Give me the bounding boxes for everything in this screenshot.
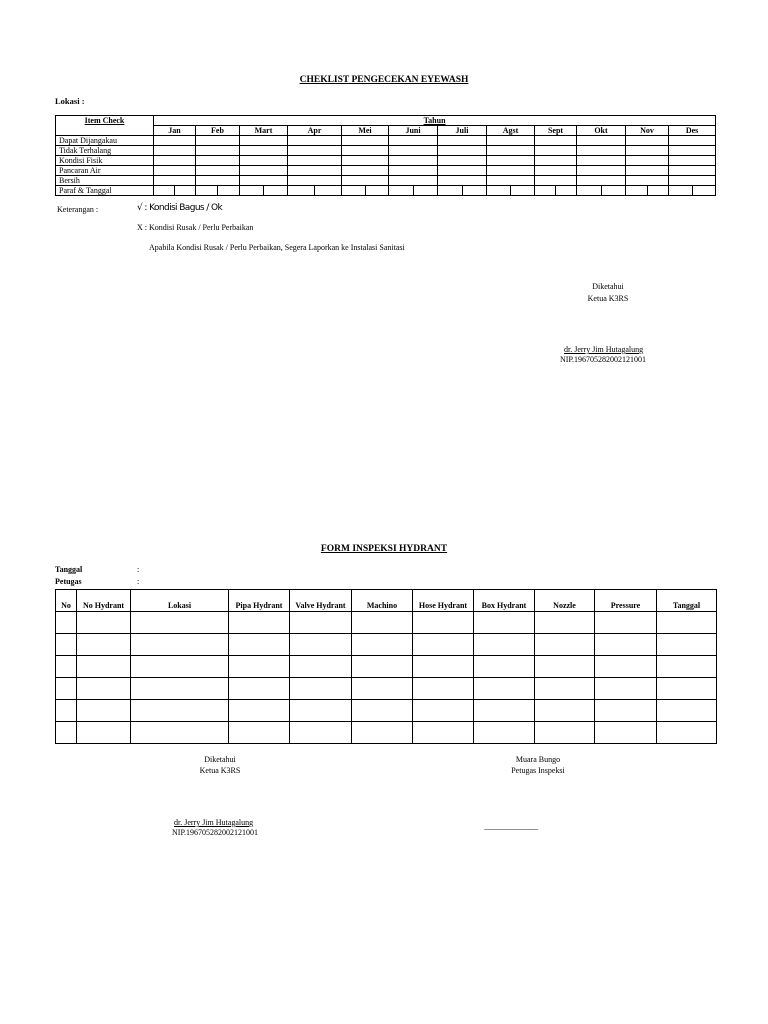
month-header: Sept <box>535 126 577 136</box>
tanggal-cell[interactable] <box>218 186 239 195</box>
check-cell[interactable] <box>487 156 535 166</box>
check-cell[interactable] <box>535 136 577 146</box>
month-header: Feb <box>196 126 240 136</box>
check-cell[interactable] <box>240 186 288 196</box>
hydrant-cell[interactable] <box>474 700 535 722</box>
paraf-cell[interactable] <box>626 186 648 195</box>
check-cell[interactable] <box>240 156 288 166</box>
check-cell[interactable] <box>669 186 716 196</box>
item-label: Kondisi Fisik <box>56 156 154 166</box>
hydrant-cell[interactable] <box>657 656 717 678</box>
check-cell[interactable] <box>535 146 577 156</box>
hydrant-cell[interactable] <box>657 678 717 700</box>
hydrant-cell[interactable] <box>595 612 657 634</box>
checklist-row <box>56 166 716 176</box>
month-header: Juli <box>438 126 487 136</box>
legend-check: √ : Kondisi Bagus / Ok <box>137 203 223 213</box>
hydrant-cell[interactable] <box>290 722 352 744</box>
eyewash-sign-diketahui: Diketahui <box>592 282 624 291</box>
check-cell[interactable] <box>240 136 288 146</box>
hydrant-cell[interactable] <box>131 634 229 656</box>
paraf-cell[interactable] <box>535 186 556 195</box>
check-cell[interactable] <box>487 136 535 146</box>
check-cell[interactable] <box>342 156 389 166</box>
check-cell[interactable] <box>669 136 716 146</box>
month-header: Juni <box>389 126 438 136</box>
paraf-cell[interactable] <box>288 186 315 195</box>
hydrant-row <box>56 678 717 700</box>
hydrant-cell[interactable] <box>131 612 229 634</box>
hydrant-column-header: Nozzle <box>535 590 595 612</box>
check-cell[interactable] <box>389 166 438 176</box>
hydrant-cell[interactable] <box>77 634 131 656</box>
check-cell[interactable] <box>669 156 716 166</box>
eyewash-sign-name: dr. Jerry Jim Hutagalung <box>564 345 644 354</box>
hydrant-cell[interactable] <box>290 634 352 656</box>
check-cell[interactable] <box>626 176 669 186</box>
check-cell[interactable] <box>535 186 577 196</box>
hydrant-cell[interactable] <box>77 612 131 634</box>
check-cell[interactable] <box>438 166 487 176</box>
check-cell[interactable] <box>389 146 438 156</box>
hydrant-column-header: Valve Hydrant <box>290 590 352 612</box>
hydrant-cell[interactable] <box>131 722 229 744</box>
checklist-row <box>56 146 716 156</box>
check-cell[interactable] <box>438 136 487 146</box>
month-header: Mei <box>342 126 389 136</box>
check-cell[interactable] <box>288 166 342 176</box>
check-cell[interactable] <box>196 136 240 146</box>
item-check-header: Item Check <box>56 116 154 136</box>
check-cell[interactable] <box>626 166 669 176</box>
month-header: Mart <box>240 126 288 136</box>
paraf-cell[interactable] <box>487 186 511 195</box>
hydrant-cell[interactable] <box>474 612 535 634</box>
hydrant-row <box>56 656 717 678</box>
hydrant-column-header: Box Hydrant <box>474 590 535 612</box>
hydrant-cell[interactable] <box>56 634 77 656</box>
hydrant-cell[interactable] <box>131 678 229 700</box>
tahun-header: Tahun <box>154 116 716 126</box>
hydrant-cell[interactable] <box>413 700 474 722</box>
check-cell[interactable] <box>240 176 288 186</box>
item-label: Dapat Dijangakau <box>56 136 154 146</box>
hydrant-cell[interactable] <box>131 656 229 678</box>
hydrant-cell[interactable] <box>352 634 413 656</box>
check-cell[interactable] <box>389 156 438 166</box>
check-cell[interactable] <box>535 156 577 166</box>
checklist-row <box>56 176 716 186</box>
hydrant-column-header: Tanggal <box>657 590 717 612</box>
hydrant-cell[interactable] <box>229 700 290 722</box>
tanggal-cell[interactable] <box>556 186 576 195</box>
hydrant-right-signature-line: ------------------------------------ <box>484 827 538 833</box>
hydrant-cell[interactable] <box>474 678 535 700</box>
hydrant-cell[interactable] <box>595 678 657 700</box>
tanggal-cell[interactable] <box>414 186 438 195</box>
check-cell[interactable] <box>487 166 535 176</box>
item-label: Tidak Terhalang <box>56 146 154 156</box>
check-cell[interactable] <box>240 146 288 156</box>
lokasi-label: Lokasi : <box>55 96 85 106</box>
check-cell[interactable] <box>288 156 342 166</box>
legend-x: X : Kondisi Rusak / Perlu Perbaikan <box>137 223 254 232</box>
checklist-row <box>56 136 716 146</box>
tanggal-cell[interactable] <box>693 186 716 195</box>
check-cell[interactable] <box>154 136 196 146</box>
month-header: Okt <box>577 126 626 136</box>
hydrant-row <box>56 612 717 634</box>
paraf-cell[interactable] <box>154 186 175 195</box>
tanggal-cell[interactable] <box>264 186 287 195</box>
check-cell[interactable] <box>288 186 342 196</box>
hydrant-cell[interactable] <box>77 722 131 744</box>
check-cell[interactable] <box>626 146 669 156</box>
check-cell[interactable] <box>196 156 240 166</box>
check-cell[interactable] <box>438 176 487 186</box>
check-cell[interactable] <box>535 176 577 186</box>
paraf-cell[interactable] <box>669 186 693 195</box>
hydrant-column-header: Hose Hydrant <box>413 590 474 612</box>
hydrant-column-header: Pressure <box>595 590 657 612</box>
hydrant-cell[interactable] <box>56 656 77 678</box>
hydrant-cell[interactable] <box>352 722 413 744</box>
sanitasi-note: Apabila Kondisi Rusak / Perlu Perbaikan, Segera Laporkan ke Instalasi Sanitasi <box>149 243 405 252</box>
hydrant-cell[interactable] <box>535 612 595 634</box>
tanggal-cell[interactable] <box>315 186 341 195</box>
hydrant-cell[interactable] <box>657 700 717 722</box>
hydrant-cell[interactable] <box>595 656 657 678</box>
checklist-row <box>56 156 716 166</box>
hydrant-cell[interactable] <box>413 722 474 744</box>
check-cell[interactable] <box>577 176 626 186</box>
tanggal-cell[interactable] <box>648 186 669 195</box>
hydrant-cell[interactable] <box>413 612 474 634</box>
hydrant-cell[interactable] <box>413 634 474 656</box>
hydrant-cell[interactable] <box>352 700 413 722</box>
check-cell[interactable] <box>389 136 438 146</box>
tanggal-cell[interactable] <box>511 186 534 195</box>
check-cell[interactable] <box>669 166 716 176</box>
check-cell[interactable] <box>154 176 196 186</box>
check-cell[interactable] <box>288 146 342 156</box>
hydrant-cell[interactable] <box>290 656 352 678</box>
check-cell[interactable] <box>342 176 389 186</box>
tanggal-cell[interactable] <box>366 186 389 195</box>
eyewash-sign-nip: NIP.196705282002121001 <box>560 355 647 364</box>
hydrant-right-role: Petugas Inspeksi <box>511 766 565 775</box>
hydrant-column-header: Lokasi <box>131 590 229 612</box>
hydrant-cell[interactable] <box>413 656 474 678</box>
check-cell[interactable] <box>669 176 716 186</box>
hydrant-cell[interactable] <box>413 678 474 700</box>
hydrant-cell[interactable] <box>77 678 131 700</box>
hydrant-cell[interactable] <box>56 700 77 722</box>
check-cell[interactable] <box>240 166 288 176</box>
hydrant-cell[interactable] <box>229 612 290 634</box>
month-header: Jan <box>154 126 196 136</box>
hydrant-title: FORM INSPEKSI HYDRANT <box>320 544 448 554</box>
tanggal-colon: : <box>137 565 140 574</box>
hydrant-cell[interactable] <box>229 722 290 744</box>
hydrant-cell[interactable] <box>535 700 595 722</box>
hydrant-cell[interactable] <box>56 678 77 700</box>
check-cell[interactable] <box>342 146 389 156</box>
item-label: Paraf & Tanggal <box>56 186 154 196</box>
hydrant-cell[interactable] <box>535 634 595 656</box>
hydrant-left-nip: NIP.196705282002121001 <box>172 828 259 837</box>
hydrant-cell[interactable] <box>290 612 352 634</box>
hydrant-row <box>56 722 717 744</box>
hydrant-cell[interactable] <box>535 722 595 744</box>
tanggal-cell[interactable] <box>175 186 195 195</box>
month-header: Apr <box>288 126 342 136</box>
check-cell[interactable] <box>196 146 240 156</box>
hydrant-cell[interactable] <box>352 678 413 700</box>
month-header: Des <box>669 126 716 136</box>
hydrant-inspection-table <box>55 589 717 744</box>
check-cell[interactable] <box>438 146 487 156</box>
petugas-colon: : <box>137 577 140 586</box>
keterangan-label: Keterangan : <box>57 205 99 214</box>
check-cell[interactable] <box>342 136 389 146</box>
hydrant-cell[interactable] <box>352 656 413 678</box>
hydrant-cell[interactable] <box>657 722 717 744</box>
checklist-row <box>56 186 716 196</box>
month-header: Agst <box>487 126 535 136</box>
item-label: Bersih <box>56 176 154 186</box>
hydrant-cell[interactable] <box>535 656 595 678</box>
check-cell[interactable] <box>342 166 389 176</box>
hydrant-cell[interactable] <box>595 634 657 656</box>
check-cell[interactable] <box>288 136 342 146</box>
hydrant-left-name: dr. Jerry Jim Hutagalung <box>174 818 254 827</box>
hydrant-cell[interactable] <box>657 612 717 634</box>
hydrant-left-role: Ketua K3RS <box>199 766 241 775</box>
petugas-label: Petugas <box>55 577 82 586</box>
check-cell[interactable] <box>535 166 577 176</box>
hydrant-cell[interactable] <box>229 678 290 700</box>
check-cell[interactable] <box>577 186 626 196</box>
hydrant-cell[interactable] <box>290 678 352 700</box>
check-cell[interactable] <box>154 146 196 156</box>
check-cell[interactable] <box>626 156 669 166</box>
check-cell[interactable] <box>196 166 240 176</box>
paraf-cell[interactable] <box>240 186 264 195</box>
paraf-cell[interactable] <box>438 186 463 195</box>
check-cell[interactable] <box>154 166 196 176</box>
hydrant-cell[interactable] <box>229 656 290 678</box>
hydrant-column-header: Machino <box>352 590 413 612</box>
check-cell[interactable] <box>389 186 438 196</box>
paraf-cell[interactable] <box>577 186 602 195</box>
check-cell[interactable] <box>577 166 626 176</box>
hydrant-row <box>56 634 717 656</box>
check-cell[interactable] <box>577 136 626 146</box>
check-cell[interactable] <box>626 136 669 146</box>
tanggal-cell[interactable] <box>463 186 487 195</box>
paraf-cell[interactable] <box>389 186 414 195</box>
item-label: Pancaran Air <box>56 166 154 176</box>
hydrant-cell[interactable] <box>77 700 131 722</box>
hydrant-left-diketahui: Diketahui <box>204 755 236 764</box>
hydrant-cell[interactable] <box>474 634 535 656</box>
check-cell[interactable] <box>669 146 716 156</box>
hydrant-column-header: No Hydrant <box>77 590 131 612</box>
hydrant-row <box>56 700 717 722</box>
hydrant-cell[interactable] <box>56 722 77 744</box>
hydrant-cell[interactable] <box>131 700 229 722</box>
check-cell[interactable] <box>196 176 240 186</box>
check-cell[interactable] <box>438 186 487 196</box>
eyewash-title: CHEKLIST PENGECEKAN EYEWASH <box>299 75 469 85</box>
check-cell[interactable] <box>487 146 535 156</box>
eyewash-sign-role: Ketua K3RS <box>587 294 629 303</box>
hydrant-cell[interactable] <box>77 656 131 678</box>
check-cell[interactable] <box>577 146 626 156</box>
hydrant-right-place: Muara Bungo <box>515 755 561 764</box>
check-cell[interactable] <box>487 176 535 186</box>
hydrant-column-header: No <box>56 590 77 612</box>
check-cell[interactable] <box>389 176 438 186</box>
eyewash-checklist-table <box>55 115 716 196</box>
check-cell[interactable] <box>196 186 240 196</box>
check-cell[interactable] <box>438 156 487 166</box>
hydrant-cell[interactable] <box>229 634 290 656</box>
hydrant-cell[interactable] <box>474 722 535 744</box>
hydrant-cell[interactable] <box>56 612 77 634</box>
hydrant-cell[interactable] <box>290 700 352 722</box>
check-cell[interactable] <box>288 176 342 186</box>
tanggal-label: Tanggal <box>55 565 83 574</box>
check-cell[interactable] <box>487 186 535 196</box>
paraf-cell[interactable] <box>196 186 218 195</box>
hydrant-cell[interactable] <box>352 612 413 634</box>
check-cell[interactable] <box>577 156 626 166</box>
hydrant-cell[interactable] <box>535 678 595 700</box>
tanggal-cell[interactable] <box>602 186 626 195</box>
hydrant-cell[interactable] <box>595 700 657 722</box>
check-cell[interactable] <box>154 186 196 196</box>
check-cell[interactable] <box>342 186 389 196</box>
hydrant-cell[interactable] <box>657 634 717 656</box>
hydrant-cell[interactable] <box>595 722 657 744</box>
check-cell[interactable] <box>154 156 196 166</box>
hydrant-column-header: Pipa Hydrant <box>229 590 290 612</box>
month-header: Nov <box>626 126 669 136</box>
paraf-cell[interactable] <box>342 186 366 195</box>
check-cell[interactable] <box>626 186 669 196</box>
hydrant-cell[interactable] <box>474 656 535 678</box>
